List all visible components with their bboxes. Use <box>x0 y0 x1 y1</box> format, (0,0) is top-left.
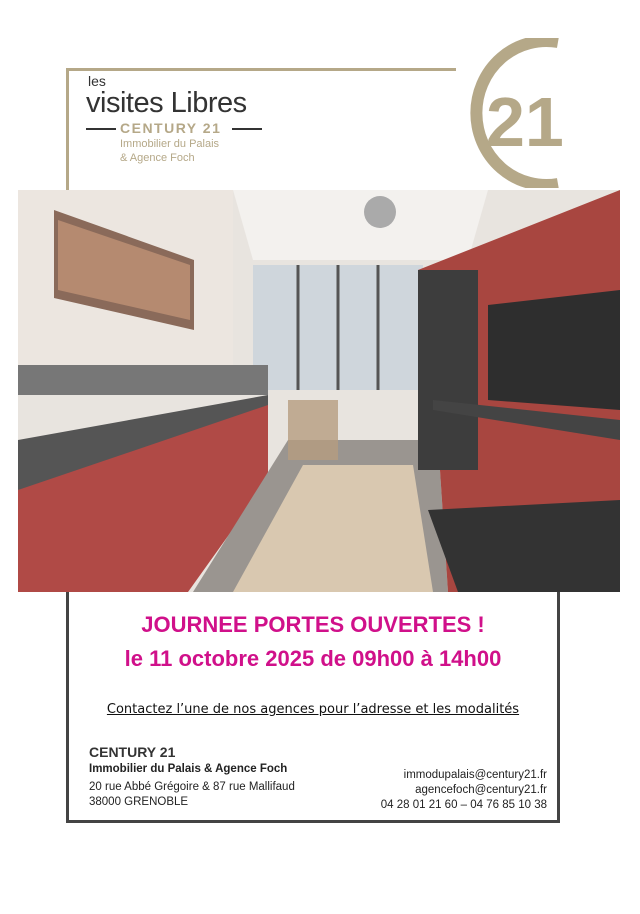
brand-main: visites Libres <box>86 87 247 119</box>
brand-century: CENTURY 21 <box>120 120 222 136</box>
email-1[interactable]: immodupalais@century21.fr <box>403 769 547 781</box>
footer-brand: CENTURY 21 <box>89 744 176 760</box>
divider <box>86 128 116 130</box>
event-date: le 11 octobre 2025 de 09h00 à 14h00 <box>124 646 502 671</box>
divider <box>232 128 262 130</box>
brand-small: les <box>88 73 106 89</box>
agency-line-1: Immobilier du Palais <box>120 138 220 150</box>
event-title: JOURNEE PORTES OUVERTES ! <box>141 612 485 637</box>
brand-century-line <box>86 120 262 136</box>
footer-agencies: Immobilier du Palais & Agence Foch <box>89 763 288 775</box>
footer-address-2: 38000 GRENOBLE <box>89 796 189 808</box>
logo-text: 21 <box>486 83 564 161</box>
kitchen-photo <box>18 190 620 592</box>
frame-left-line <box>66 68 69 192</box>
phone-numbers: 04 28 01 21 60 – 04 76 85 10 38 <box>380 799 547 811</box>
century21-logo <box>448 38 588 188</box>
agency-line-2: & Agence Foch <box>120 152 195 164</box>
frame-top-line <box>66 68 456 71</box>
contact-line: Contactez l’une de nos agences pour l’adresse et les modalités <box>106 702 520 717</box>
footer-address-1: 20 rue Abbé Grégoire & 87 rue Mallifaud <box>89 781 295 793</box>
event-info-box <box>66 592 560 823</box>
email-2[interactable]: agencefoch@century21.fr <box>415 784 547 796</box>
